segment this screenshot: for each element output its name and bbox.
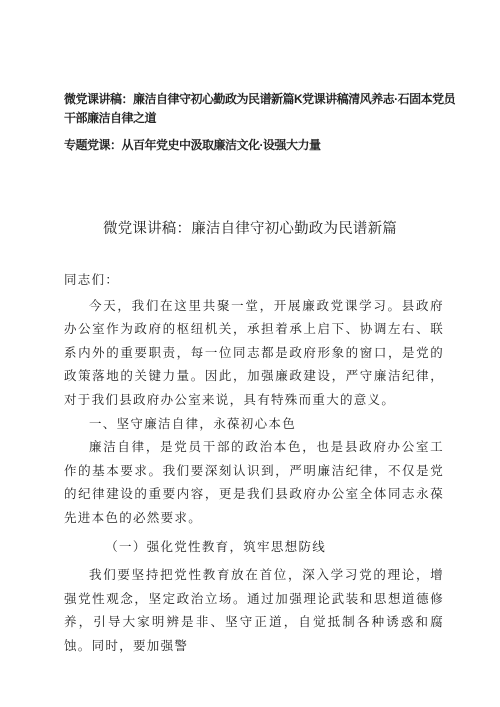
greeting: 同志们： [64, 272, 120, 287]
header-subtitle-line: 专题党课：从百年党史中汲取廉洁文化·设强大力量 [64, 138, 321, 152]
document-body [64, 268, 444, 658]
paragraph-intro: 今天，我们在这里共聚一堂，开展廉政党课学习。县政府办公室作为政府的枢纽机关，承担着承上启下、协调左右、联系内外的重要职责，每一位同志都是政府形象的窗口，是党的政策落地的关键力量。因此，加强廉政建设，严守廉洁纪律，对于我们县政府办公室来说，具有特殊而重大的意义。 [64, 297, 444, 407]
document-title: 微党课讲稿：廉洁自律守初心勤政为民谱新篇 [103, 221, 397, 237]
header-title-line: 微党课讲稿：廉洁自律守初心勤政为民谱新篇K党课讲稿清风养志·石固本党员干部廉洁自律之道 [64, 92, 456, 125]
subsection-heading-1: （一）强化党性教育，筑牢思想防线 [105, 538, 327, 554]
paragraph-subsection-1: 我们要坚持把党性教育放在首位，深入学习党的理论，增强党性观念，坚定政治立场。通过加强理论武装和思想道德修养，引导大家明辨是非、坚守正道，自觉抵制各种诱惑和腐蚀。同时，要加强警 [64, 567, 444, 653]
section-heading-1: 一、坚守廉洁自律，永葆初心本色 [89, 415, 297, 431]
paragraph-section-1: 廉洁自律，是党员干部的政治本色，也是县政府办公室工作的基本要求。我们要深刻认识到，严明廉洁纪律，不仅是党的纪律建设的重要内容，更是我们县政府办公室全体同志永葆先进本色的必然要求。 [64, 439, 444, 525]
document-header [64, 90, 464, 155]
